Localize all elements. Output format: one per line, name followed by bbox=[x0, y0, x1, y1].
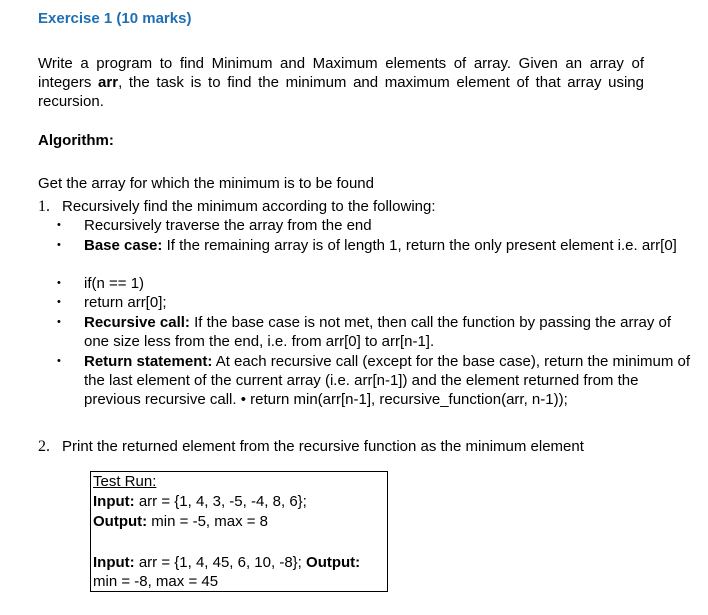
bullet-item bbox=[57, 352, 697, 428]
input-label: Input: bbox=[93, 554, 135, 571]
description-arr: arr bbox=[98, 74, 119, 91]
test-output-2: min = -8, max = 45 bbox=[93, 573, 219, 590]
get-array-line: Get the array for which the minimum is to be found bbox=[38, 175, 374, 192]
bullet-dot: • bbox=[57, 316, 61, 328]
description-part1: Write a program to find Minimum and Maximum elements of array. Given an array of integers bbox=[38, 55, 644, 91]
input-label: Input: bbox=[93, 493, 135, 510]
test-input-1 bbox=[93, 492, 307, 512]
bullet-dot: • bbox=[57, 355, 61, 367]
test-input-2 bbox=[93, 553, 360, 573]
input-value: arr = {1, 4, 45, 6, 10, -8}; bbox=[134, 554, 302, 571]
bullet-item bbox=[57, 313, 697, 351]
bullet-item bbox=[57, 274, 697, 293]
bullet-dot: • bbox=[57, 219, 61, 231]
bullet-bold: Base case: bbox=[84, 237, 163, 254]
bullet-item bbox=[57, 216, 697, 235]
step-number: 1. bbox=[38, 198, 50, 215]
step-text: Recursively find the minimum according to the following: bbox=[62, 198, 436, 215]
bullet-dot: • bbox=[57, 239, 61, 251]
description-part2: , the task is to find the minimum and maximum element of that array using recursion. bbox=[38, 74, 644, 110]
bullet-dot: • bbox=[57, 296, 61, 308]
bullet-text: if(n == 1) bbox=[84, 275, 145, 292]
bullet-item bbox=[57, 236, 697, 274]
test-output-1 bbox=[93, 512, 268, 532]
bullet-bold: Return statement: bbox=[84, 353, 213, 370]
bullet-text: return arr[0]; bbox=[84, 294, 167, 311]
bullet-text: If the base case is not met, then call the function by passing the array of one size less from the end, i.e. from arr[0] to arr[n-1]. bbox=[84, 314, 672, 350]
exercise-description bbox=[38, 54, 644, 111]
step-number: 2. bbox=[38, 438, 50, 455]
output-label: Output: bbox=[93, 513, 148, 530]
output-value: min = -5, max = 8 bbox=[147, 513, 269, 530]
bullet-text: At each recursive call (except for the base case), return the minimum of the last element of the current array (i.e. arr[n-1]) and the element returned from the previous recursive call. • return min(arr[n-1], recursive_function(arr, n-1)); bbox=[84, 353, 691, 408]
bullet-text: Recursively traverse the array from the end bbox=[84, 217, 372, 234]
bullet-bold: Recursive call: bbox=[84, 314, 190, 331]
bullet-dot: • bbox=[57, 277, 61, 289]
output-label: Output: bbox=[306, 554, 361, 571]
algorithm-heading: Algorithm: bbox=[38, 132, 114, 149]
exercise-heading: Exercise 1 (10 marks) bbox=[38, 10, 192, 27]
bullet-text: If the remaining array is of length 1, return the only present element i.e. arr[0] bbox=[162, 237, 677, 254]
bullet-item bbox=[57, 293, 697, 312]
test-run-box bbox=[90, 471, 388, 592]
step-text: Print the returned element from the recursive function as the minimum element bbox=[62, 438, 584, 455]
test-run-title: Test Run: bbox=[93, 473, 157, 490]
input-value: arr = {1, 4, 3, -5, -4, 8, 6}; bbox=[134, 493, 307, 510]
